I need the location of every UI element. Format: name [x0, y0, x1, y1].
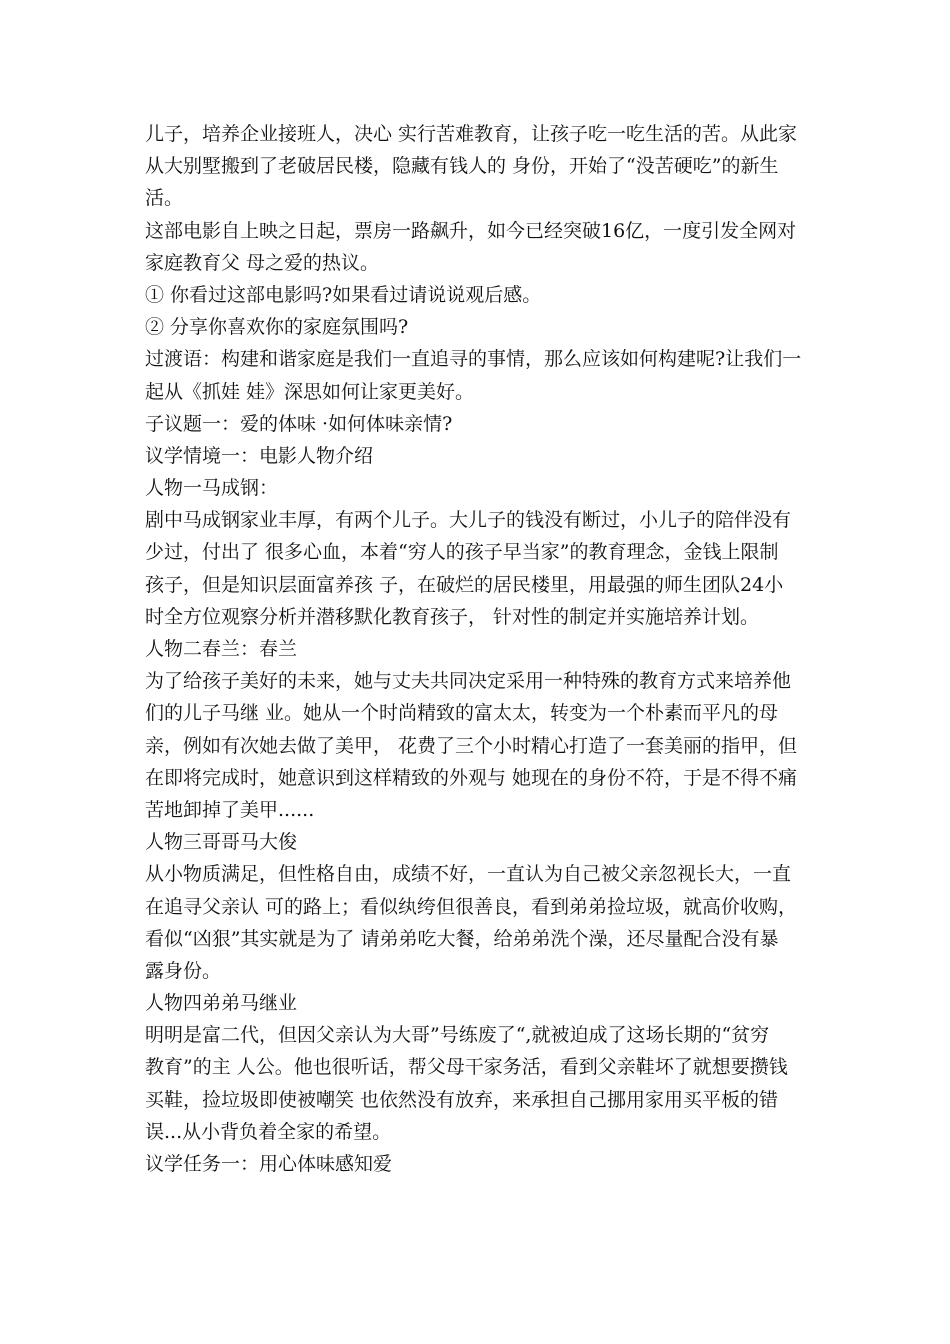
text-line: 剧中马成钢家业丰厚，有两个儿子。大儿子的钱没有断过，小儿子的陪伴没有 — [145, 509, 792, 532]
text-line: 活。 — [145, 187, 184, 210]
text-line: 在即将完成时，她意识到这样精致的外观与 她现在的身份不符，于是不得不痛 — [145, 766, 798, 789]
text-line: 买鞋，捡垃圾即使被嘲笑 也依然没有放弃，来承担自己挪用家用买平板的错 — [145, 1088, 779, 1111]
section-heading: 议学情境一：电影人物介绍 — [145, 444, 374, 467]
question-item: ① 你看过这部电影吗?如果看过请说说观后感。 — [145, 283, 542, 306]
character-heading: 人物四弟弟马继业 — [145, 992, 298, 1015]
text-line: 误...从小背负着全家的希望。 — [145, 1120, 392, 1143]
text-line: 亲，例如有次她去做了美甲， 花费了三个小时精心打造了一套美丽的指甲，但 — [145, 734, 798, 757]
text-line: 明明是富二代，但因父亲认为大哥”号练废了“,就被迫成了这场长期的“贫穷 — [145, 1024, 770, 1047]
text-line: 露身份。 — [145, 959, 222, 982]
text-line: 家庭教育父 母之爱的热议。 — [145, 251, 380, 274]
question-item: ② 分享你喜欢你的家庭氛围吗? — [145, 316, 409, 339]
text-line: 看似“凶狠”其实就是为了 请弟弟吃大餐，给弟弟洗个澡，还尽量配合没有暴 — [145, 927, 779, 950]
text-line: 们的儿子马继 业。她从一个时尚精致的富太太，转变为一个朴素而平凡的母 — [145, 702, 779, 725]
section-heading: 子议题一：爱的体味 ·如何体味亲情? — [145, 412, 453, 435]
character-heading: 人物一马成钢： — [145, 477, 279, 500]
text-line: 儿子，培养企业接班人，决心 实行苦难教育，让孩子吃一吃生活的苦。从此家 — [145, 123, 798, 145]
text-line: 苦地卸掉了美甲...... — [145, 798, 315, 821]
character-heading: 人物三哥哥马大俊 — [145, 831, 298, 854]
text-line: 从小物质满足，但性格自由，成绩不好，一直认为自己被父亲忽视长大，一直 — [145, 863, 792, 886]
text-line: 孩子，但是知识层面富养孩 子，在破烂的居民楼里，用最强的师生团队24小 — [145, 573, 784, 596]
text-line: 少过，付出了 很多心血，本着“穷人的孩子早当家”的教育理念，金钱上限制 — [145, 541, 779, 564]
text-line: 教育”的主 人公。他也很听话，帮父母干家务活，看到父亲鞋坏了就想要攒钱 — [145, 1056, 788, 1079]
text-line: 在追寻父亲认 可的路上；看似纨绔但很善良，看到弟弟捡垃圾，就高价收购， — [145, 895, 798, 918]
text-line: 为了给孩子美好的未来，她与丈夫共同决定采用一种特殊的教育方式来培养他 — [145, 670, 792, 693]
text-line: 时全方位观察分析并潜移默化教育孩子， 针对性的制定并实施培养计划。 — [145, 605, 760, 628]
text-line: 起从《抓娃 娃》深思如何让家更美好。 — [145, 380, 475, 403]
text-line: 过渡语：构建和谐家庭是我们一直追寻的事情，那么应该如何构建呢?让我们一 — [145, 348, 802, 371]
text-line: 这部电影自上映之日起，票房一路飙升，如今已经突破16亿，一度引发全网对 — [145, 219, 797, 242]
section-heading: 议学任务一：用心体味感知爱 — [145, 1153, 393, 1175]
document-body — [145, 118, 815, 1180]
character-heading: 人物二春兰：春兰 — [145, 638, 298, 660]
text-line: 从大别墅搬到了老破居民楼，隐藏有钱人的 身份，开始了“没苦硬吃”的新生 — [145, 155, 779, 178]
